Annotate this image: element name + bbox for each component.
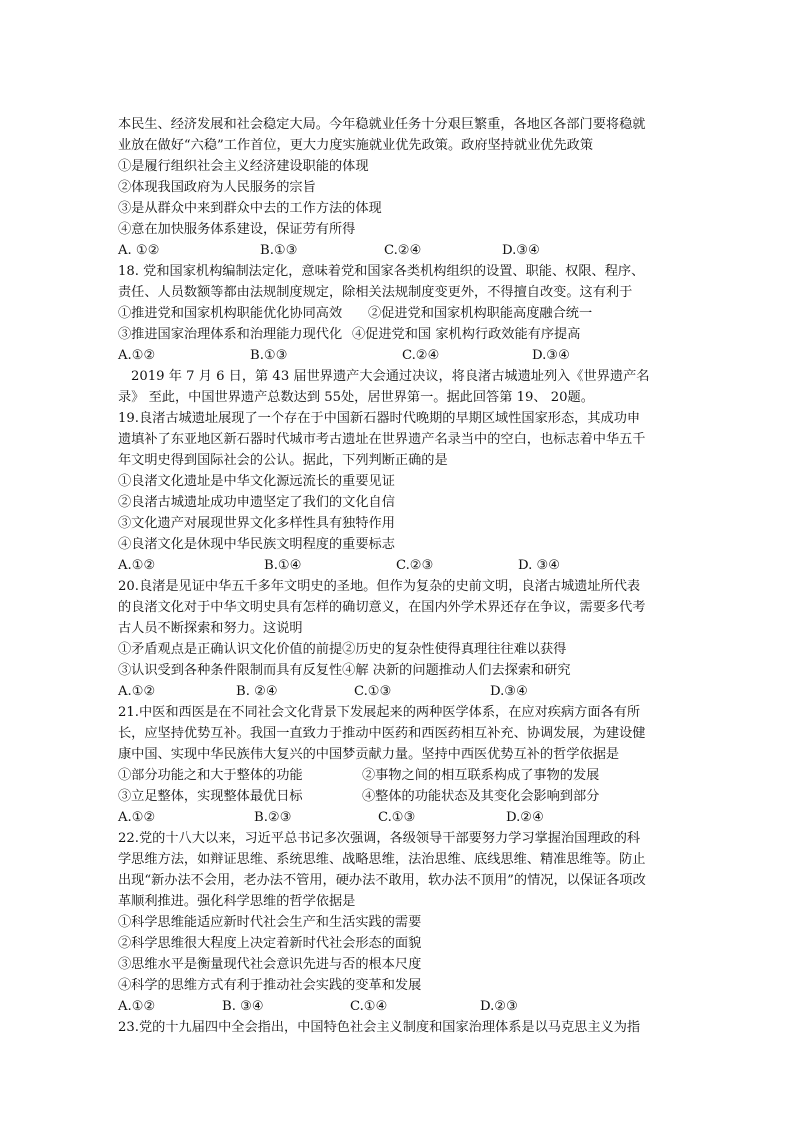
option-a: A. ①②	[118, 243, 160, 258]
question-stem: 责任、人员数额等都由法规制度规定，除相关法规制度变更外，不得擅自改变。这有利于	[118, 285, 633, 300]
choice-item: ③推进国家治理体系和治理能力现代化	[118, 327, 343, 342]
question-stem: 20.良渚是见证中华五千多年文明史的圣地。但作为复杂的史前文明，良渚古城遗址所代表	[118, 579, 641, 594]
option-b: B.①③	[250, 348, 288, 363]
option-c: C.①③	[354, 684, 392, 699]
question-stem: 年文明史得到国际社会的公认。据此，下列判断正确的是	[118, 453, 448, 468]
option-b: B. ③④	[222, 999, 264, 1014]
option-a: A.①②	[118, 810, 156, 825]
intro-text: 录》 至此，中国世界遗产总数达到 55处，居世界第一。据此回答第 19、 20题。	[118, 390, 594, 405]
answer-options	[118, 681, 680, 702]
question-stem: 21.中医和西医是在不同社会文化背景下发展起来的两种医学体系，在应对疾病方面各有所	[118, 705, 641, 720]
choice-item: ③思维水平是衡量现代社会意识先进与否的根本尺度	[118, 957, 422, 972]
question-stem: 18. 党和国家机构编制法定化，意味着党和国家各类机构组织的设置、职能、权限、程序、	[118, 264, 645, 279]
exam-page	[118, 114, 680, 1038]
option-d: D.③④	[490, 684, 528, 699]
question-stem: 22.党的十八大以来，习近平总书记多次强调，各级领导干部要努力学习掌握治国理政的科	[118, 831, 641, 846]
option-b: B.②③	[254, 810, 292, 825]
choice-item: ④良渚文化是休现中华民族文明程度的重要标志	[118, 537, 395, 552]
text-line: 业放在做好“六稳”工作首位，更大力度实施就业优先政策。政府坚持就业优先政策	[118, 138, 594, 153]
q22-block	[118, 828, 680, 1017]
option-b: B.①③	[260, 243, 298, 258]
choice-row	[118, 303, 680, 324]
option-a: A.①②	[118, 558, 156, 573]
answer-options	[118, 996, 680, 1017]
choice-row	[118, 324, 680, 345]
choice-item: ③立足整体，实现整体最优日标	[118, 789, 303, 804]
question-stem: 的良渚文化对于中华文明史具有怎样的确切意义，在国内外学术界还存在争议，需要多代考	[118, 600, 646, 615]
option-c: C.②④	[384, 243, 422, 258]
intro-text: 2019 年 7 月 6 日，第 43 届世界遗产大会通过决议，将良渚古城遗址列入《世界遗产名	[131, 369, 650, 384]
question-stem: 康中国、实现中华民族伟大复兴的中国梦贡献力量。坚持中西医优势互补的哲学依据是	[118, 747, 620, 762]
q19-block	[118, 408, 680, 576]
choice-row	[118, 786, 680, 807]
option-a: A.①②	[118, 999, 156, 1014]
choice-item: ①是履行组织社会主义经济建设职能的体现	[118, 159, 369, 174]
option-b: B.①④	[264, 558, 302, 573]
question-stem: 古人员不断探索和努力。这说明	[118, 621, 303, 636]
q21-block	[118, 702, 680, 828]
option-d: D. ③④	[518, 558, 561, 573]
option-d: D.②④	[506, 810, 544, 825]
question-stem: 长，应坚持优势互补。我国一直致力于推动中医药和西医药相互补充、协调发展，为建设健	[118, 726, 646, 741]
answer-options	[118, 240, 680, 261]
choice-item: ③文化遗产对展现世界文化多样性具有独特作用	[118, 516, 395, 531]
choice-item: ④意在加快服务体系建设，保证劳有所得	[118, 222, 356, 237]
choice-row	[118, 765, 680, 786]
choice-item: ①部分功能之和大于整体的功能	[118, 768, 303, 783]
choice-item: ④整体的功能状态及其变化会影响到部分	[362, 789, 600, 804]
option-c: C.②③	[396, 558, 434, 573]
text-line: 本民生、经济发展和社会稳定大局。今年稳就业任务十分艰巨繁重，各地区各部门要将稳就	[118, 117, 646, 132]
option-d: D.②③	[480, 999, 518, 1014]
option-d: D.③④	[502, 243, 540, 258]
option-a: A.①②	[118, 348, 156, 363]
choice-row: ③认识受到各种条件限制而具有反复性④解 决新的问题推动人们去探索和研究	[118, 663, 571, 678]
choice-item: ②体现我国政府为人民服务的宗旨	[118, 180, 316, 195]
question-stem: 遗填补了东亚地区新石器时代城市考古遗址在世界遗产名录当中的空白，也标志着中华五千	[118, 432, 646, 447]
choice-item: ②科学思维很大程度上决定着新时代社会形态的面貌	[118, 936, 422, 951]
question-stem: 学思维方法，如辩证思维、系统思维、战略思维，法治思维、底线思维、精准思维等。防止	[118, 852, 646, 867]
choice-row: ①矛盾观点是正确认识文化价值的前提②历史的复杂性使得真理往往难以获得	[118, 642, 567, 657]
q23-block	[118, 1017, 680, 1038]
answer-options	[118, 807, 680, 828]
intro-block	[118, 366, 680, 408]
choice-item: ①推进党和国家机构职能优化协同高效	[118, 306, 343, 321]
choice-item: ②事物之间的相互联系构成了事物的发展	[362, 768, 600, 783]
question-stem: 出现“新办法不会用，老办法不管用，硬办法不敢用，软办法不顶用”的情况，以保证各项改	[118, 873, 646, 888]
option-a: A.①②	[118, 684, 156, 699]
q18-block	[118, 261, 680, 366]
choice-item: ④促进党和国 家机构行政效能有序提高	[352, 327, 581, 342]
choice-item: ②良渚古城遗址成功申遗坚定了我们的文化自信	[118, 495, 395, 510]
question-stem: 革顺利推进。强化科学思维的哲学依据是	[118, 894, 356, 909]
option-d: D.③④	[532, 348, 570, 363]
choice-item: ①良渚文化遗址是中华文化源远流长的重要见证	[118, 474, 395, 489]
choice-item: ④科学的思维方式有利于推动社会实践的变革和发展	[118, 978, 422, 993]
q20-block	[118, 576, 680, 702]
option-c: C.②④	[402, 348, 440, 363]
question-stem: 19.良渚古城遗址展现了一个存在于中国新石器时代晚期的早期区域性国家形态，其成功申	[118, 411, 641, 426]
option-c: C.①④	[350, 999, 388, 1014]
choice-item: ③是从群众中来到群众中去的工作方法的体现	[118, 201, 382, 216]
answer-options	[118, 345, 680, 366]
option-c: C.①③	[378, 810, 416, 825]
question-stem: 23.党的十九届四中全会指出，中国特色社会主义制度和国家治理体系是以马克思主义为指	[118, 1020, 641, 1035]
q17-block	[118, 114, 680, 261]
choice-item: ①科学思维能适应新时代社会生产和生活实践的需要	[118, 915, 422, 930]
answer-options	[118, 555, 680, 576]
option-b: B. ②④	[236, 684, 278, 699]
choice-item: ②促进党和国家机构职能高度融合统一	[368, 306, 593, 321]
